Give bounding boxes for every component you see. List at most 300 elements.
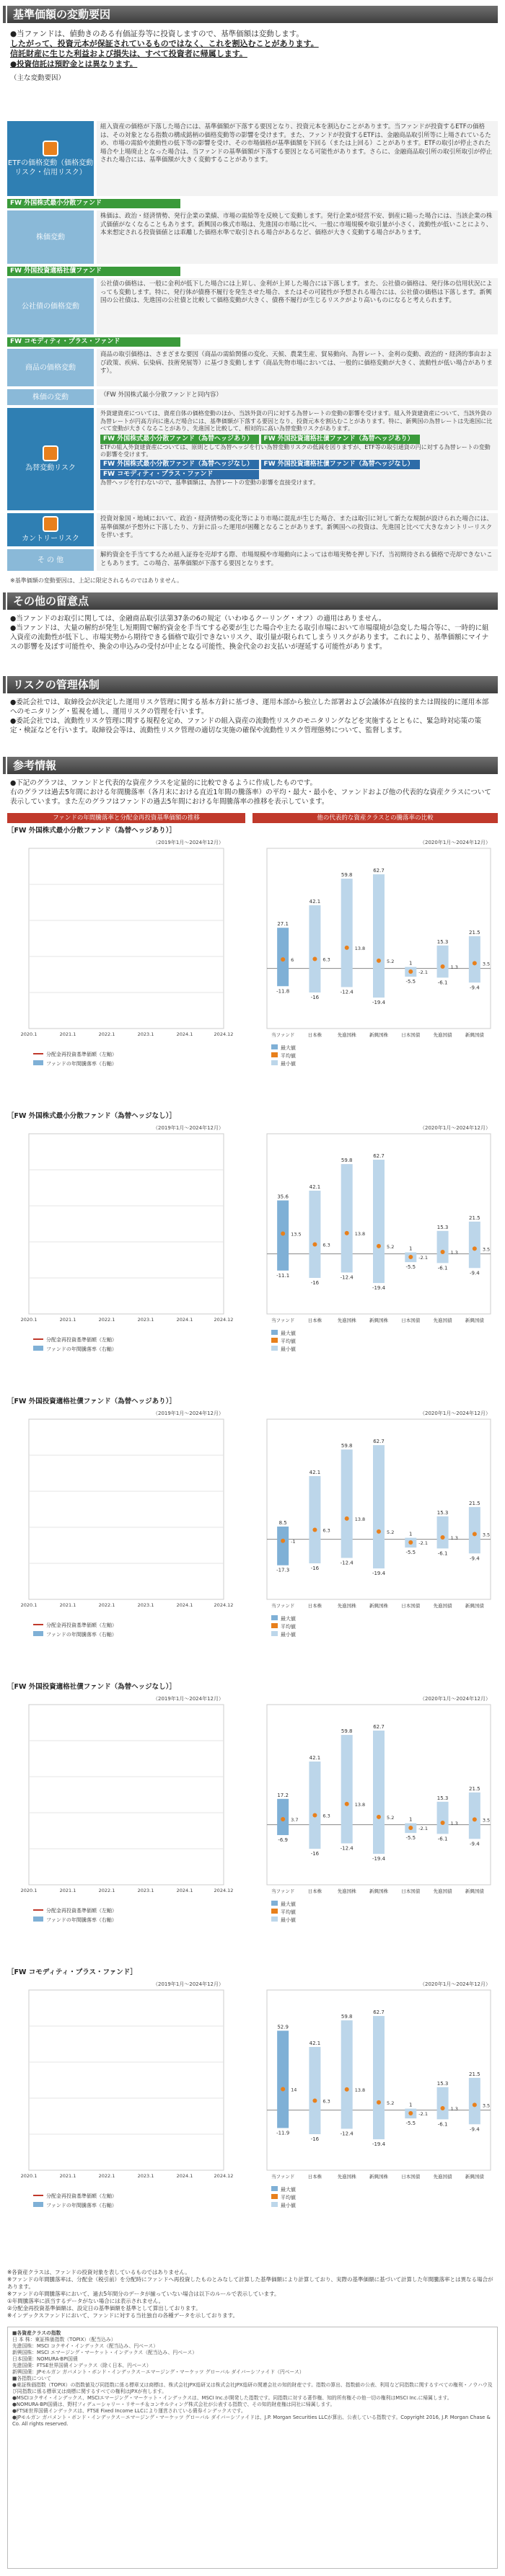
min-label: -17.3 bbox=[276, 1567, 290, 1573]
max-label: 62.7 bbox=[373, 1439, 385, 1445]
category-label: 先進国株 bbox=[337, 1603, 356, 1609]
avg-label: 3.7 bbox=[291, 1816, 299, 1823]
legend-bar: ファンドの年間騰落率（右軸） bbox=[46, 1346, 117, 1352]
chart-title: ［FW 外国株式最小分散ファンド（為替ヘッジあり）］ bbox=[7, 827, 176, 835]
range-bar bbox=[373, 874, 385, 998]
risk-text-stock: 株価は、政治・経済情勢、発行企業の業績、市場の需給等を反映して変動します。発行企業が経営不安、倒産に陥った場合には、当該企業の株式価値がなくなることもあります。新興国の株式市場は、先進国の市場に比べ、一般に市場規模や取引量が小さく、流動性が低いことにより、本来想定される投資価値とは乖離した価格水準で取引される場合があるなど、価格が大きく変動する場合があります。 bbox=[97, 210, 498, 264]
x-tick-label: 2020.1 bbox=[20, 1031, 38, 1037]
chart-title: ［FW 外国投資適格社債ファンド（為替ヘッジなし）］ bbox=[7, 1683, 176, 1691]
chart-block-0 bbox=[7, 826, 498, 1105]
risk-text-stock2: （FW 外国株式最小分散ファンドと同内容） bbox=[97, 389, 498, 405]
avg-label: 1.3 bbox=[450, 964, 458, 970]
chart-svg bbox=[7, 1977, 498, 2244]
left-plot-frame bbox=[29, 1705, 224, 1885]
fund-tag-commodity: FW コモディティ・プラス・ファンド bbox=[7, 337, 180, 347]
avg-label: -2.1 bbox=[418, 1826, 428, 1832]
category-label: 日本国債 bbox=[401, 1888, 421, 1894]
max-label: 1 bbox=[409, 1816, 413, 1823]
index-box-line: 日本国債：NOMURA-BPI国債 bbox=[12, 2356, 78, 2362]
index-box-line: ●東証株価指数（TOPIX）の指数値及び同指数に係る標章又は商標は、株式会社JPX総研又は株式会社JPX総研の関連会社の知的財産です。指数の算出、指数値の公表、利用など同指数に関するすべての権利・ノウハウ及び同指数に係る標章又は商標に関するすべての権利はJPXが有します。 bbox=[12, 2382, 493, 2394]
range-bar bbox=[277, 928, 289, 986]
x-tick-label: 2023.1 bbox=[137, 1317, 154, 1323]
category-label: 当ファンド bbox=[271, 1888, 295, 1894]
category-label: 日本株 bbox=[307, 1318, 322, 1323]
range-bar bbox=[469, 1793, 480, 1839]
intro-line-3: 信託財産に生じた利益および損失は、すべて投資者に帰属します。 bbox=[10, 49, 247, 58]
max-label: 62.7 bbox=[373, 868, 385, 874]
category-label: 日本国債 bbox=[401, 1032, 421, 1038]
avg-label: 13.8 bbox=[354, 945, 366, 951]
avg-marker bbox=[312, 1813, 317, 1818]
legend-leg_min: 最小値 bbox=[281, 2203, 296, 2208]
avg-label: 6.3 bbox=[322, 956, 330, 963]
left-plot-frame bbox=[29, 1419, 224, 1599]
risk-cat-other: そ の 他 bbox=[7, 549, 94, 571]
x-tick-label: 2021.1 bbox=[59, 1317, 76, 1323]
x-tick-label: 2024.1 bbox=[176, 1888, 193, 1893]
avg-label: 5.2 bbox=[387, 1814, 395, 1821]
avg-label: 5.2 bbox=[387, 1529, 395, 1535]
avg-marker bbox=[408, 1540, 413, 1545]
legend-swatch-leg_avg bbox=[271, 1338, 278, 1343]
category-label: 新興国債 bbox=[465, 1603, 484, 1609]
category-label: 当ファンド bbox=[271, 2174, 295, 2180]
chart-notes bbox=[7, 2269, 498, 2319]
period-label-right: （2020年1月～2024年12月） bbox=[420, 840, 491, 845]
max-label: 42.1 bbox=[309, 898, 321, 905]
category-label: 新興国債 bbox=[465, 1032, 484, 1038]
left-plot-frame bbox=[29, 1134, 224, 1314]
section-title-riskmgmt: リスクの管理体制 bbox=[7, 676, 498, 693]
risk-cat-country: カントリーリスク bbox=[7, 513, 94, 546]
x-tick-label: 2023.1 bbox=[137, 2173, 154, 2179]
min-label: -19.4 bbox=[372, 1856, 386, 1862]
max-label: 42.1 bbox=[309, 1469, 321, 1475]
index-box-title: ■各資産クラスの指数 bbox=[12, 2330, 61, 2336]
x-tick-label: 2022.1 bbox=[98, 2173, 115, 2179]
max-label: 15.3 bbox=[436, 1509, 449, 1516]
x-tick-label: 2024.12 bbox=[214, 1888, 234, 1893]
legend-bar: ファンドの年間騰落率（右軸） bbox=[46, 1061, 117, 1067]
legend-swatch-leg_avg bbox=[271, 1909, 278, 1914]
x-tick-label: 2022.1 bbox=[98, 1031, 115, 1037]
min-label: -12.4 bbox=[340, 1845, 354, 1852]
x-tick-label: 2024.1 bbox=[176, 1317, 193, 1323]
avg-label: -2.1 bbox=[418, 1255, 428, 1261]
footnote-risk: ※基準価額の変動要因は、上記に限定されるものではありません。 bbox=[10, 577, 183, 584]
period-label: （2019年1月～2024年12月） bbox=[153, 1125, 224, 1131]
min-label: -16 bbox=[310, 1565, 320, 1571]
avg-marker bbox=[441, 1535, 445, 1540]
avg-marker bbox=[473, 961, 477, 965]
x-tick-label: 2021.1 bbox=[59, 1031, 76, 1037]
avg-marker bbox=[312, 957, 317, 961]
range-bar bbox=[469, 1507, 480, 1553]
max-label: 62.7 bbox=[373, 1724, 385, 1731]
x-tick-label: 2021.1 bbox=[59, 1888, 76, 1893]
period-label: （2019年1月～2024年12月） bbox=[153, 1411, 224, 1416]
right-chart-header: 他の代表的な資産クラスとの騰落率の比較 bbox=[252, 813, 498, 823]
x-tick-label: 2022.1 bbox=[98, 1602, 115, 1608]
x-tick-label: 2020.1 bbox=[20, 1317, 38, 1323]
legend-swatch-leg_max bbox=[271, 2186, 278, 2191]
avg-label: 1.3 bbox=[450, 1820, 458, 1826]
risk-text-commodity: 商品の取引価格は、さまざまな要因（商品の需給関係の変化、天候、農業生産、貿易動向、為替レート、金利の変動、政治的・経済的事由および政策、疾病、伝染病、技術発展等）に基づき変動します（商品先物市場においては、一般的に価格変動が大きく、流動性が低い場合があります）。 bbox=[97, 349, 498, 386]
min-label: -16 bbox=[310, 995, 320, 1000]
legend-line: 分配金再投資基準価額（左軸） bbox=[46, 1052, 117, 1057]
x-tick-label: 2021.1 bbox=[59, 1602, 76, 1608]
avg-marker bbox=[408, 1826, 413, 1830]
avg-marker bbox=[473, 2102, 477, 2107]
x-tick-label: 2021.1 bbox=[59, 2173, 76, 2179]
risk-text-other: 解約資金を手当てするため組入証券を売却する際、市場規模や市場動向によっては市場実勢を押し下げ、当初期待される価格で売却できないこともあります。この場合、基準価額が下落する要因となります。 bbox=[97, 549, 498, 571]
avg-marker bbox=[473, 1817, 477, 1821]
avg-label: 13.8 bbox=[354, 1230, 366, 1237]
left-plot-frame bbox=[29, 848, 224, 1029]
notes-text: ●当ファンドのお取引に関しては、金融商品取引法第37条の6の規定（いわゆるクーリング・オフ）の適用はありません。 ●当ファンドは、大量の解約が発生し短期間で解約資金を手当てする必要が生じた場合や主たる取引市場において市場環境が急変した場合等に、一時的に組入資産の流動性が低下し、市場実勢から期待できる価格で取引できないリスク、取引量が限られてしまうリスクがあります。これにより、基準価額にマイナスの影響を及ぼす可能性や、換金の申込みの受付が中止となる可能性、換金代金のお支払いが遅延する可能性があります。 bbox=[10, 615, 489, 651]
avg-marker bbox=[345, 2087, 349, 2092]
legend-line: 分配金再投資基準価額（左軸） bbox=[46, 1622, 117, 1628]
avg-label: 13.8 bbox=[354, 1801, 366, 1808]
legend-leg_avg: 平均値 bbox=[281, 1053, 296, 1059]
note-line: ①年間騰落率に該当するデータがない場合には表示されません。 bbox=[7, 2298, 164, 2304]
index-info-box bbox=[7, 2327, 498, 2569]
range-bar bbox=[437, 1516, 449, 1549]
range-bar bbox=[373, 2016, 385, 2139]
index-box-line: ■各指数について bbox=[12, 2376, 51, 2381]
range-bar bbox=[437, 1231, 449, 1263]
risk-cat-stock: 株価変動 bbox=[7, 210, 94, 264]
avg-marker bbox=[312, 1528, 317, 1532]
x-tick-label: 2024.1 bbox=[176, 1031, 193, 1037]
legend-leg_min: 最小値 bbox=[281, 1632, 296, 1638]
max-label: 42.1 bbox=[309, 1183, 321, 1190]
risk-cat-etf: ETFの価格変動（価格変動リスク・信用リスク） bbox=[7, 121, 94, 196]
legend-leg_avg: 平均値 bbox=[281, 1624, 296, 1630]
legend-bar-swatch bbox=[33, 1346, 43, 1351]
legend-leg_min: 最小値 bbox=[281, 1917, 296, 1923]
avg-label: 5.2 bbox=[387, 2100, 395, 2106]
avg-label: 1.3 bbox=[450, 1535, 458, 1541]
avg-marker bbox=[441, 1250, 445, 1254]
min-label: -5.5 bbox=[405, 1835, 416, 1842]
legend-leg_min: 最小値 bbox=[281, 1061, 296, 1067]
max-label: 27.1 bbox=[277, 921, 289, 928]
min-label: -16 bbox=[310, 1851, 320, 1857]
avg-label: -2.1 bbox=[418, 969, 428, 976]
max-label: 52.9 bbox=[277, 2024, 289, 2030]
risk-cat-fx: 為替変動リスク bbox=[7, 408, 94, 510]
legend-swatch-leg_avg bbox=[271, 1052, 278, 1057]
avg-marker bbox=[377, 1244, 381, 1248]
reference-text: ●下記のグラフは、ファンドと代表的な資産クラスを定量的に比較できるように作成したものです。 右のグラフは過去5年間における年間騰落率（各月末における直近1年間の騰落率）の平均・最大・最小を、ファンドおよび他の代表的な資産クラスについて表示しています。また左のグラフはファンドの過去5年間における年間騰落率の推移を表示しています。 bbox=[10, 779, 491, 806]
category-label: 先進国株 bbox=[337, 2174, 356, 2180]
range-bar bbox=[373, 1731, 385, 1854]
risk-text-country: 投資対象国・地域において、政治・経済情勢の変化等により市場に混乱が生じた場合、または取引に対して新たな規制が設けられた場合には、基準価額が予想外に下落したり、方針に沿った運用が困難となることがあります。新興国への投資は、先進国と比べて大きなカントリーリスクを伴います。 bbox=[97, 513, 498, 546]
min-label: -9.4 bbox=[470, 1841, 480, 1847]
risk-text-etf: 組入資産の価格が下落した場合には、基準価額が下落する要因となり、投資元本を割込むことがあります。当ファンドが投資するETFの価格は、その対象となる指数の構成銘柄の価格変動等の影響を受けます。また、ファンドが投資するETFは、金融商品取引所等に上場されているため、市場の需給や流動性の低下等の影響を受け、その市場価格が基準価額を下回る（または上回る）ことがあります。ETFの取引が停止された場合や上場廃止となった場合は、当ファンドの基準価額が下落する要因となる可能性があります。さらに、金融商品取引所の取引所取引が停止された場合には、基準価額が大きく変動することがあります。 bbox=[97, 121, 498, 196]
max-label: 15.3 bbox=[436, 1224, 449, 1230]
index-box-line: 新興国債：JPモルガン ガバメント・ボンド・インデックス－エマージング・マーケッツ グローバル ダイバーシファイド（円ベース） bbox=[12, 2369, 304, 2375]
legend-bar-swatch bbox=[33, 1631, 43, 1636]
min-label: -6.9 bbox=[278, 1837, 288, 1844]
legend-swatch-leg_min bbox=[271, 1060, 278, 1065]
avg-marker bbox=[441, 964, 445, 969]
range-bar bbox=[469, 2078, 480, 2124]
max-label: 21.5 bbox=[469, 1214, 480, 1221]
globe-icon bbox=[43, 516, 58, 532]
left-chart-header: ファンドの年間騰落率と分配金再投資基準価額の推移 bbox=[7, 813, 245, 823]
x-tick-label: 2022.1 bbox=[98, 1317, 115, 1323]
category-label: 日本国債 bbox=[401, 1603, 421, 1609]
category-label: 日本株 bbox=[307, 1888, 322, 1894]
max-label: 59.8 bbox=[341, 1728, 353, 1735]
avg-label: 6.3 bbox=[322, 2098, 330, 2105]
category-label: 当ファンド bbox=[271, 1318, 295, 1323]
index-box-line: 先進国株：MSCI コクサイ・インデックス（配当込み、円ベース） bbox=[12, 2343, 158, 2349]
chart-title: ［FW コモディティ・プラス・ファンド］ bbox=[7, 1968, 137, 1976]
range-bar bbox=[341, 1735, 353, 1843]
avg-marker bbox=[281, 957, 285, 961]
min-label: -6.1 bbox=[437, 2121, 448, 2128]
range-bar bbox=[437, 1802, 449, 1834]
legend-bar: ファンドの年間騰落率（右軸） bbox=[46, 1917, 117, 1923]
min-label: -16 bbox=[310, 1280, 320, 1286]
chart-svg bbox=[7, 1121, 498, 1387]
range-bar bbox=[341, 1164, 353, 1272]
legend-swatch-leg_max bbox=[271, 1615, 278, 1620]
legend-line: 分配金再投資基準価額（左軸） bbox=[46, 2193, 117, 2199]
avg-marker bbox=[281, 1817, 285, 1821]
x-tick-label: 2020.1 bbox=[20, 1888, 38, 1893]
min-label: -6.1 bbox=[437, 1265, 448, 1271]
risk-text-bond: 公社債の価格は、一般に金利が低下した場合には上昇し、金利が上昇した場合には下落します。また、公社債の価格は、発行体の信用状況によっても変動します。特に、発行体が債務不履行を発生させた場合、またはその可能性が予想される場合には、公社債の価格は下落します。新興国の公社債は、先進国の公社債と比較して価格変動が大きく、債務不履行が生じるリスクがより高いものになると考えられます。 bbox=[97, 278, 498, 334]
risk-text-fx: 外貨建資産については、資産自体の価格変動のほか、当該外貨の円に対する為替レートの変動の影響を受けます。組入外貨建資産について、当該外貨の為替レートが円高方向に進んだ場合には、基準価額が下落する要因となり、投資元本を割込むことがあります。特に、新興国の為替レートは先進国に比べて変動が大きくなることがあり、先進国と比較して、相対的に高い為替変動リスクがあります。 FW 外国株式最小分散ファンド（為替ヘッジあり） FW 外国投資適格社債ファンド（為替ヘッジあり） ETFの組入外貨建資産については、原則として為替ヘッジを行い為替変動リスクの低減を図りますが、ETF等の取引通貨の円に対する為替レートの変動の影響を受けます。 FW 外国株式最小分散ファンド（為替ヘッジなし） FW 外国投資適格社債ファンド（為替ヘッジなし） FW コモディティ・プラス・ファンド 為替ヘッジを行わないので、基準価額は、為替レートの変動の影響を直接受けます。 bbox=[97, 408, 498, 510]
category-label: 当ファンド bbox=[271, 1603, 295, 1609]
category-label: 新興国債 bbox=[465, 1888, 484, 1894]
min-label: -16 bbox=[310, 2136, 320, 2142]
avg-label: -2.1 bbox=[418, 2111, 428, 2118]
category-label: 先進国債 bbox=[433, 1032, 452, 1038]
legend-leg_avg: 平均値 bbox=[281, 1909, 296, 1915]
legend-bar: ファンドの年間騰落率（右軸） bbox=[46, 2203, 117, 2208]
section-title-reference: 参考情報 bbox=[7, 757, 498, 774]
index-box-line: ●FTSE世界国債インデックスは、FTSE Fixed Income LLCにより運営されている債券インデックスです。 bbox=[12, 2408, 246, 2414]
avg-label: 13.8 bbox=[354, 2087, 366, 2093]
section-title-notes: その他の留意点 bbox=[7, 592, 498, 610]
range-bar bbox=[437, 2087, 449, 2120]
chart-title: ［FW 外国投資適格社債ファンド（為替ヘッジあり）］ bbox=[7, 1398, 176, 1405]
legend-swatch-leg_min bbox=[271, 2202, 278, 2207]
max-label: 62.7 bbox=[373, 2009, 385, 2016]
index-box-line: ●NOMURA-BPI国債は、野村フィデューシャリー・リサーチ＆コンサルティング株式会社が公表する指数で、その知的財産権は同社に帰属します。 bbox=[12, 2402, 335, 2407]
avg-label: -1 bbox=[291, 1538, 296, 1545]
max-label: 15.3 bbox=[436, 2080, 449, 2087]
note-line: ※インデックスファンドにおいて、ファンドに対する当社独自の各種データを示しております。 bbox=[7, 2312, 239, 2319]
max-label: 1 bbox=[409, 1245, 413, 1252]
legend-swatch-leg_avg bbox=[271, 1623, 278, 1628]
avg-marker bbox=[441, 1821, 445, 1825]
range-bar bbox=[277, 2030, 289, 2128]
max-label: 1 bbox=[409, 1531, 413, 1537]
category-label: 先進国債 bbox=[433, 1888, 452, 1894]
x-tick-label: 2022.1 bbox=[98, 1888, 115, 1893]
avg-marker bbox=[473, 1532, 477, 1536]
min-label: -12.4 bbox=[340, 1560, 354, 1566]
legend-leg_max: 最大値 bbox=[281, 1331, 296, 1336]
category-label: 日本国債 bbox=[401, 1318, 421, 1323]
x-tick-label: 2024.12 bbox=[214, 1031, 234, 1037]
legend-bar: ファンドの年間騰落率（右軸） bbox=[46, 1632, 117, 1638]
min-label: -11.8 bbox=[276, 988, 290, 995]
note-line: ※各資産クラスは、ファンドの投資対象を表しているものではありません。 bbox=[7, 2269, 190, 2275]
category-label: 当ファンド bbox=[271, 1032, 295, 1038]
category-label: 先進国株 bbox=[337, 1032, 356, 1038]
min-label: -9.4 bbox=[470, 2126, 480, 2133]
intro-line-2: したがって、投資元本が保証されているものではなく、これを割込むことがあります。 bbox=[10, 39, 319, 48]
period-label: （2019年1月～2024年12月） bbox=[153, 1696, 224, 1702]
range-bar bbox=[373, 1160, 385, 1283]
index-box-line: ●JPモルガン ガバメント・ボンド・インデックス－エマージング・マーケッツ グローバル ダイバーシファイドは、J.P. Morgan Securities LLCが算出、公表している指数です。Copyright 2016, J.P. Morgan Chase & Co. All rights reserved. bbox=[12, 2415, 491, 2427]
avg-label: 3.5 bbox=[482, 2102, 491, 2109]
index-box-line: 新興国株：MSCI エマージング・マーケット・インデックス（配当込み、円ベース） bbox=[12, 2350, 198, 2355]
avg-marker bbox=[408, 1255, 413, 1259]
avg-label: 5.2 bbox=[387, 1243, 395, 1250]
max-label: 35.6 bbox=[277, 1194, 289, 1200]
avg-marker bbox=[281, 1232, 285, 1236]
risk-cat-commodity: 商品の価格変動 bbox=[7, 349, 94, 386]
avg-marker bbox=[377, 1815, 381, 1819]
legend-leg_min: 最小値 bbox=[281, 1346, 296, 1352]
legend-leg_max: 最大値 bbox=[281, 1901, 296, 1907]
legend-swatch-leg_min bbox=[271, 1631, 278, 1636]
min-label: -5.5 bbox=[405, 979, 416, 985]
legend-bar-swatch bbox=[33, 2202, 43, 2207]
avg-marker bbox=[408, 969, 413, 974]
min-label: -5.5 bbox=[405, 1550, 416, 1556]
min-label: -6.1 bbox=[437, 1836, 448, 1842]
max-label: 21.5 bbox=[469, 1785, 480, 1792]
max-label: 17.2 bbox=[277, 1792, 289, 1798]
x-tick-label: 2023.1 bbox=[137, 1888, 154, 1893]
min-label: -9.4 bbox=[470, 1270, 480, 1276]
avg-label: 3.5 bbox=[482, 1246, 491, 1253]
category-label: 新興国株 bbox=[369, 1888, 388, 1894]
avg-marker bbox=[345, 1802, 349, 1806]
chart-block-1 bbox=[7, 1111, 498, 1390]
avg-marker bbox=[312, 1243, 317, 1247]
max-label: 15.3 bbox=[436, 938, 449, 945]
range-bar bbox=[309, 905, 320, 992]
category-label: 日本株 bbox=[307, 1603, 322, 1609]
legend-swatch-leg_min bbox=[271, 1346, 278, 1351]
min-label: -12.4 bbox=[340, 1274, 354, 1281]
min-label: -11.1 bbox=[276, 1272, 290, 1279]
fund-tag-bond: FW 外国投資適格社債ファンド bbox=[7, 267, 180, 276]
avg-marker bbox=[281, 2087, 285, 2092]
chart-svg bbox=[7, 835, 498, 1102]
range-bar bbox=[277, 1527, 289, 1565]
avg-marker bbox=[345, 946, 349, 950]
max-label: 59.8 bbox=[341, 2014, 353, 2020]
index-box-line: 日 本 株：東証株価指数（TOPIX）（配当込み） bbox=[12, 2337, 116, 2342]
category-label: 新興国株 bbox=[369, 1318, 388, 1323]
avg-label: 3.5 bbox=[482, 961, 491, 967]
min-label: -9.4 bbox=[470, 1555, 480, 1562]
max-label: 21.5 bbox=[469, 929, 480, 936]
avg-marker bbox=[377, 1529, 381, 1534]
avg-label: 13.8 bbox=[354, 1516, 366, 1522]
x-tick-label: 2024.1 bbox=[176, 2173, 193, 2179]
left-plot-frame bbox=[29, 1990, 224, 2170]
fund-tag-equity: FW 外国株式最小分散ファンド bbox=[7, 199, 180, 208]
range-bar bbox=[437, 946, 449, 978]
range-bar bbox=[341, 1449, 353, 1558]
chart-svg bbox=[7, 1692, 498, 1958]
legend-line: 分配金再投資基準価額（左軸） bbox=[46, 1908, 117, 1914]
max-label: 59.8 bbox=[341, 872, 353, 879]
legend-leg_avg: 平均値 bbox=[281, 2195, 296, 2200]
chart-svg bbox=[7, 1406, 498, 1673]
avg-marker bbox=[377, 2100, 381, 2105]
max-label: 42.1 bbox=[309, 1754, 321, 1761]
legend-line: 分配金再投資基準価額（左軸） bbox=[46, 1337, 117, 1343]
etf-icon bbox=[43, 141, 58, 156]
period-label-right: （2020年1月～2024年12月） bbox=[420, 1981, 491, 1987]
legend-swatch-leg_min bbox=[271, 1917, 278, 1922]
x-tick-label: 2024.12 bbox=[214, 1602, 234, 1608]
min-label: -6.1 bbox=[437, 1550, 448, 1557]
legend-leg_max: 最大値 bbox=[281, 1045, 296, 1051]
category-label: 先進国株 bbox=[337, 1888, 356, 1894]
avg-label: 13.5 bbox=[291, 1231, 302, 1238]
legend-swatch-leg_avg bbox=[271, 2194, 278, 2199]
legend-bar-swatch bbox=[33, 1060, 43, 1065]
avg-label: 5.2 bbox=[387, 958, 395, 964]
sub-heading: （主な変動要因） bbox=[10, 74, 66, 82]
range-bar bbox=[309, 1476, 320, 1563]
avg-label: 1.3 bbox=[450, 1249, 458, 1256]
note-line: ※ファンドの年間騰落率は、分配金（税引前）を分配時にファンドへ再投資したものとみなして計算した基準価額により計算しており、実際の基準価額に基づいて計算した年間騰落率とは異なる場合があります。 bbox=[7, 2276, 493, 2290]
avg-marker bbox=[345, 1231, 349, 1235]
period-label-right: （2020年1月～2024年12月） bbox=[420, 1411, 491, 1416]
category-label: 新興国株 bbox=[369, 1603, 388, 1609]
currency-icon bbox=[43, 445, 58, 461]
max-label: 59.8 bbox=[341, 1158, 353, 1164]
period-label: （2019年1月～2024年12月） bbox=[153, 840, 224, 845]
period-label-right: （2020年1月～2024年12月） bbox=[420, 1696, 491, 1702]
min-label: -9.4 bbox=[470, 985, 480, 991]
risk-cat-bond: 公社債の価格変動 bbox=[7, 278, 94, 334]
x-tick-label: 2020.1 bbox=[20, 2173, 38, 2179]
max-label: 15.3 bbox=[436, 1795, 449, 1801]
avg-label: 6 bbox=[291, 957, 294, 964]
avg-marker bbox=[377, 959, 381, 963]
range-bar bbox=[309, 1191, 320, 1278]
avg-label: 6.3 bbox=[322, 1813, 330, 1819]
intro-block bbox=[10, 29, 498, 84]
range-bar bbox=[373, 1445, 385, 1568]
min-label: -5.5 bbox=[405, 1264, 416, 1271]
x-tick-label: 2023.1 bbox=[137, 1031, 154, 1037]
range-bar bbox=[469, 936, 480, 982]
category-label: 新興国株 bbox=[369, 1032, 388, 1038]
risk-table bbox=[7, 121, 498, 571]
category-label: 先進国債 bbox=[433, 2174, 452, 2180]
category-label: 先進国債 bbox=[433, 1318, 452, 1323]
min-label: -19.4 bbox=[372, 2141, 386, 2148]
category-label: 日本株 bbox=[307, 1032, 322, 1038]
